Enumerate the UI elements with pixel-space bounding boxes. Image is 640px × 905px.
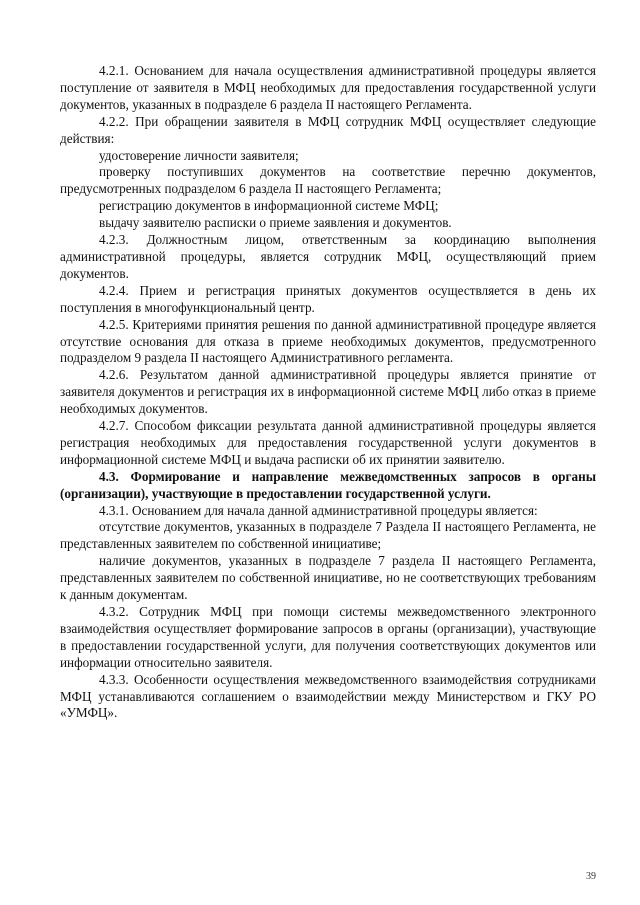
page-number: 39 [586, 871, 596, 882]
list-item-document-check: проверку поступивших документов на соответствие перечню документов, предусмотренных подразделом 6 раздела II настоящего Регламента; [60, 164, 596, 197]
list-item-absence: отсутствие документов, указанных в подразделе 7 Раздела II настоящего Регламента, не представленных заявителем по собственной инициативе; [60, 519, 596, 552]
paragraph-4-2-5: 4.2.5. Критериями принятия решения по данной административной процедуре является отсутствие основания для отказа в приеме необходимых документов, предусмотренного подразделом 9 раздела II настоящего Административного регламента. [60, 316, 596, 366]
paragraph-4-3-3: 4.3.3. Особенности осуществления межведомственного взаимодействия сотрудниками МФЦ устанавливаются соглашением о взаимодействии между Министерством и ГКУ РО «УМФЦ». [60, 671, 596, 721]
paragraph-4-2-7: 4.2.7. Способом фиксации результата данной административной процедуры является регистрация необходимых для предоставления государственной услуги документов в информационной системе МФЦ и выдача расписки об их принятии заявителю. [60, 418, 596, 467]
paragraph-4-3-2: 4.3.2. Сотрудник МФЦ при помощи системы межведомственного электронного взаимодействия осуществляет формирование запросов в органы (организации), участвующие в предоставлении государственной услуги, для получения соответствующих документов или информации относительно заявителя. [60, 604, 596, 670]
paragraph-4-2-3: 4.2.3. Должностным лицом, ответственным за координацию выполнения административной процедуры, является сотрудник МФЦ, осуществляющий прием документов. [60, 232, 596, 281]
paragraph-4-2-1: 4.2.1. Основанием для начала осуществления административной процедуры является поступление от заявителя в МФЦ необходимых для предоставления государственной услуги документов, указанных в подразделе 6 раздела II настоящего Регламента. [60, 63, 596, 112]
paragraph-4-3-1: 4.3.1. Основанием для начала данной административной процедуры является: [99, 502, 538, 518]
list-item-identity: удостоверение личности заявителя; [99, 147, 299, 163]
list-item-presence: наличие документов, указанных в подразделе 7 раздела II настоящего Регламента, представленных заявителем по собственной инициативе, но не соответствующих требованиям к данным документам. [60, 553, 596, 603]
paragraph-4-2-6: 4.2.6. Результатом данной административной процедуры является принятие от заявителя документов и регистрация их в информационной системе МФЦ либо отказ в приеме необходимых документов. [60, 367, 596, 417]
paragraph-4-2-2: 4.2.2. При обращении заявителя в МФЦ сотрудник МФЦ осуществляет следующие действия: [60, 113, 596, 146]
list-item-registration: регистрацию документов в информационной системе МФЦ; [99, 198, 439, 214]
paragraph-4-2-4: 4.2.4. Прием и регистрация принятых документов осуществляется в день их поступления в многофункциональный центр. [60, 282, 596, 315]
document-body [60, 63, 596, 722]
section-heading-4-3: 4.3. Формирование и направление межведомственных запросов в органы (организации), участвующие в предоставлении государственной услуги. [60, 468, 596, 501]
list-item-receipt: выдачу заявителю расписки о приеме заявления и документов. [99, 215, 452, 231]
